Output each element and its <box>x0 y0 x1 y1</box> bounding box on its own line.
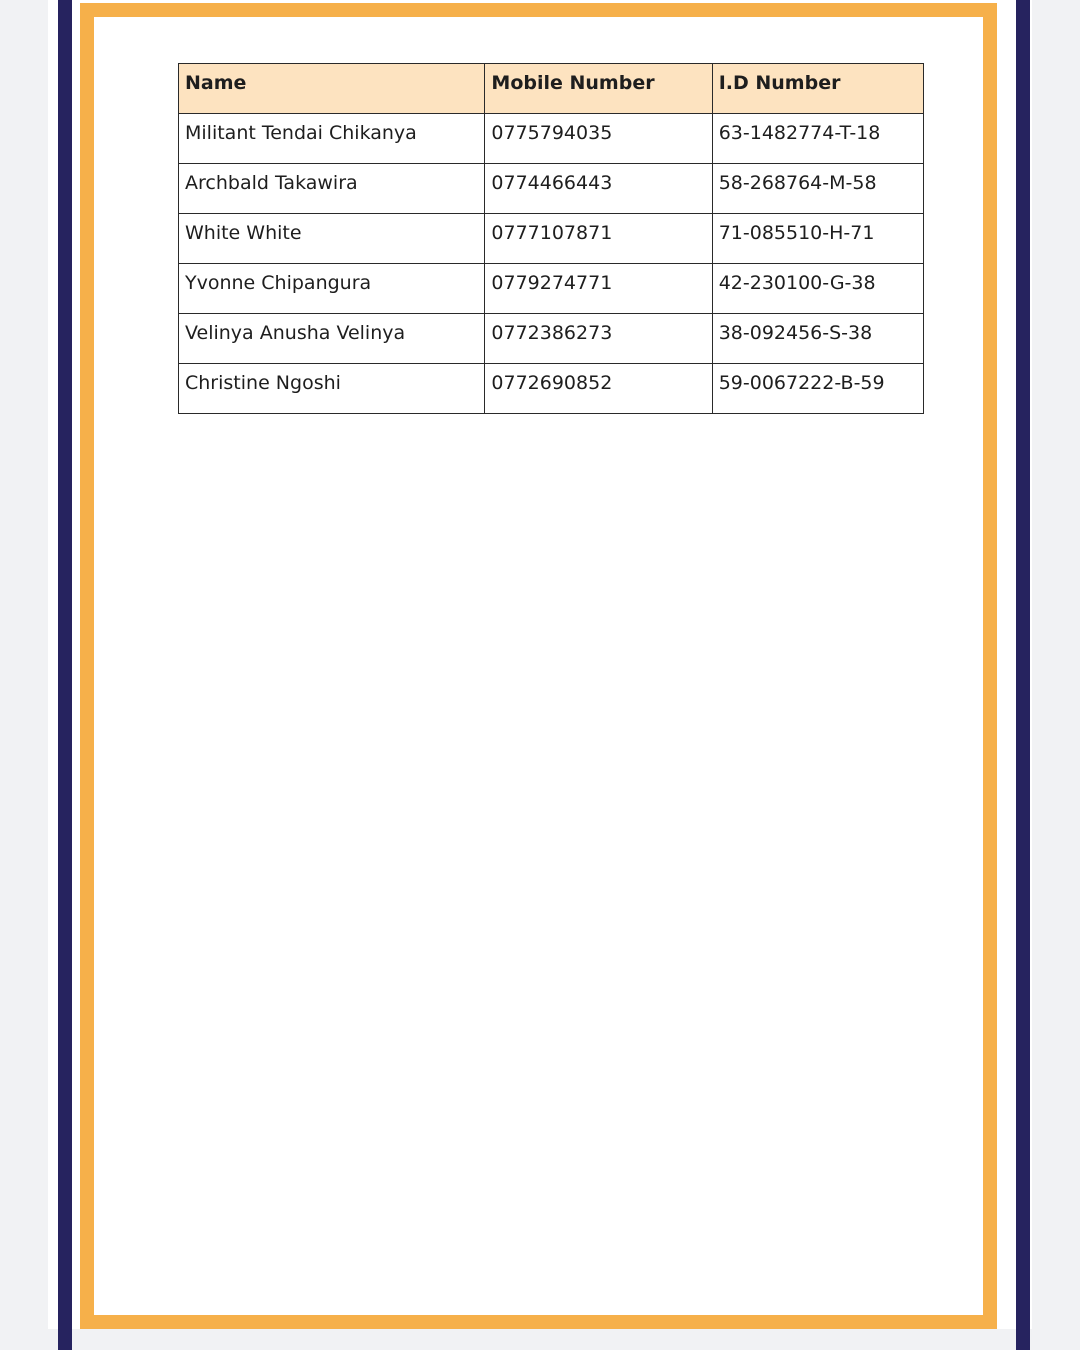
cell-mobile: 0777107871 <box>485 214 712 264</box>
page-content <box>94 17 983 1315</box>
cell-name: Archbald Takawira <box>179 164 485 214</box>
table-row <box>179 264 924 314</box>
cell-id: 58-268764-M-58 <box>712 164 923 214</box>
table-row <box>179 214 924 264</box>
cell-name: Christine Ngoshi <box>179 364 485 414</box>
header-name: Name <box>179 64 485 114</box>
table-row <box>179 114 924 164</box>
cell-name: Yvonne Chipangura <box>179 264 485 314</box>
table-row <box>179 314 924 364</box>
cell-id: 42-230100-G-38 <box>712 264 923 314</box>
cell-name: Velinya Anusha Velinya <box>179 314 485 364</box>
cell-id: 71-085510-H-71 <box>712 214 923 264</box>
cell-mobile: 0775794035 <box>485 114 712 164</box>
cell-name: Militant Tendai Chikanya <box>179 114 485 164</box>
cell-mobile: 0774466443 <box>485 164 712 214</box>
orange-page-frame <box>80 3 997 1329</box>
header-id-number: I.D Number <box>712 64 923 114</box>
cell-name: White White <box>179 214 485 264</box>
cell-mobile: 0779274771 <box>485 264 712 314</box>
table-row <box>179 364 924 414</box>
cell-id: 63-1482774-T-18 <box>712 114 923 164</box>
cell-id: 59-0067222-B-59 <box>712 364 923 414</box>
table-header-row <box>179 64 924 114</box>
header-mobile-number: Mobile Number <box>485 64 712 114</box>
cell-mobile: 0772386273 <box>485 314 712 364</box>
cell-id: 38-092456-S-38 <box>712 314 923 364</box>
table-row <box>179 164 924 214</box>
cell-mobile: 0772690852 <box>485 364 712 414</box>
contacts-table <box>178 63 924 414</box>
